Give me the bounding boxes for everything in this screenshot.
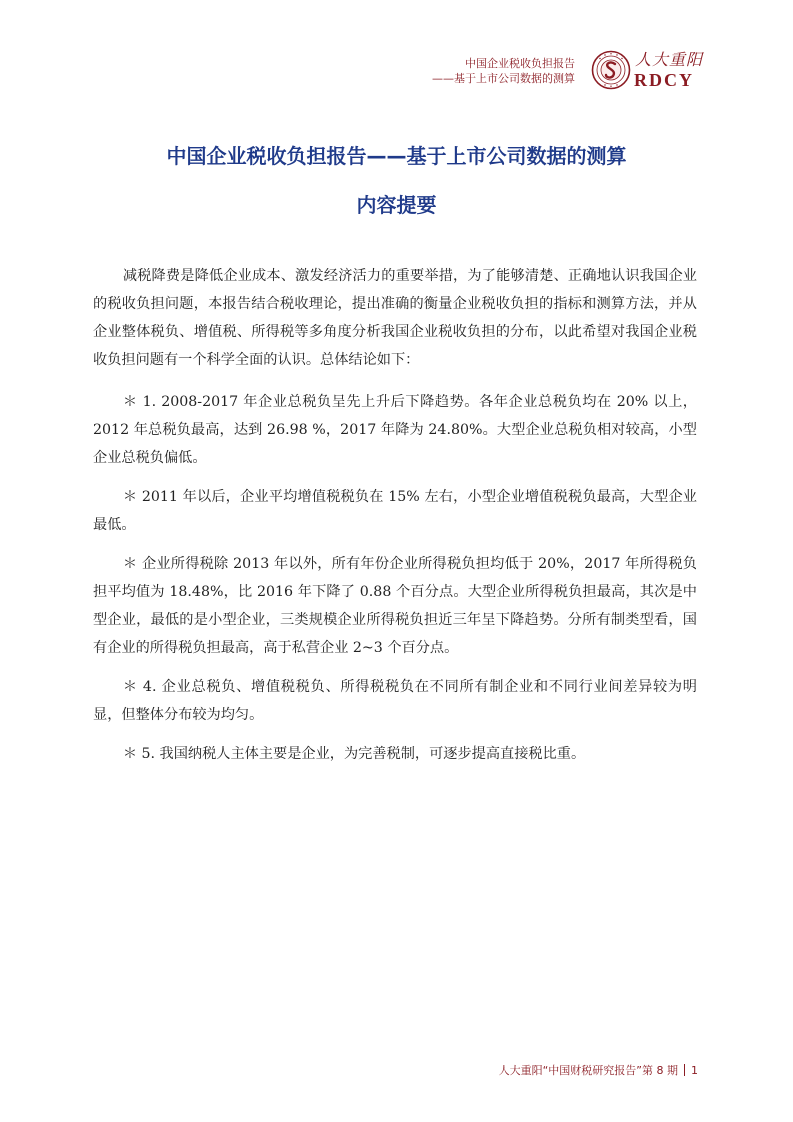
- intro-paragraph: 减税降费是降低企业成本、激发经济活力的重要举措，为了能够清楚、正确地认识我国企业的税收负担问题，本报告结合税收理论，提出准确的衡量企业税收负担的指标和测算方法，并从企业整体税负、增值税、所得税等多角度分析我国企业税收负担的分布，以此希望对我国企业税收负担问题有一个科学全面的认识。总体结论如下：: [93, 268, 697, 368]
- abstract-body: [93, 262, 697, 779]
- conclusion-paragraph: ＊ 4. 企业总税负、增值税税负、所得税税负在不同所有制企业和不同行业间差异较为明显，但整体分布较为均匀。: [93, 679, 697, 723]
- rdcy-logo: [591, 50, 703, 92]
- conclusion-paragraph: ＊ 2011 年以后，企业平均增值税税负在 15% 左右，小型企业增值税税负最高，大型企业最低。: [93, 489, 697, 533]
- seal-icon: [591, 50, 631, 90]
- running-header: [432, 56, 575, 86]
- conclusion-paragraph: ＊ 1. 2008-2017 年企业总税负呈先上升后下降趋势。各年企业总税负均在 20% 以上，2012 年总税负最高，达到 26.98 %，2017 年降为 24.80%。大型企业总税负相对较高，小型企业总税负偏低。: [93, 394, 697, 466]
- page-title: 中国企业税收负担报告——基于上市公司数据的测算: [166, 144, 627, 168]
- header-line-1: 中国企业税收负担报告: [465, 57, 575, 70]
- logo-chinese-name: 人大重阳: [635, 50, 704, 69]
- page-number: 1: [691, 1064, 698, 1077]
- page-subtitle: 内容提要: [356, 193, 437, 217]
- page-footer: [499, 1062, 698, 1078]
- conclusion-paragraph: ＊ 企业所得税除 2013 年以外，所有年份企业所得税负担均低于 20%，2017 年所得税负担平均值为 18.48%，比 2016 年下降了 0.88 个百分点。大型企业所得税负担最高，其次是中型企业，最低的是小型企业，三类规模企业所得税负担近三年呈下降趋势。分所有制类型看，国有企业的所得税负担最高，高于私营企业 2~3 个百分点。: [93, 556, 697, 656]
- conclusion-paragraph: ＊ 5. 我国纳税人主体主要是企业，为完善税制，可逐步提高直接税比重。: [122, 746, 586, 762]
- logo-english-name: RDCY: [634, 70, 694, 90]
- header-line-2: ——基于上市公司数据的测算: [432, 72, 575, 85]
- footer-divider: [684, 1064, 685, 1076]
- footer-series-label: 人大重阳“中国财税研究报告”第 8 期: [498, 1064, 678, 1077]
